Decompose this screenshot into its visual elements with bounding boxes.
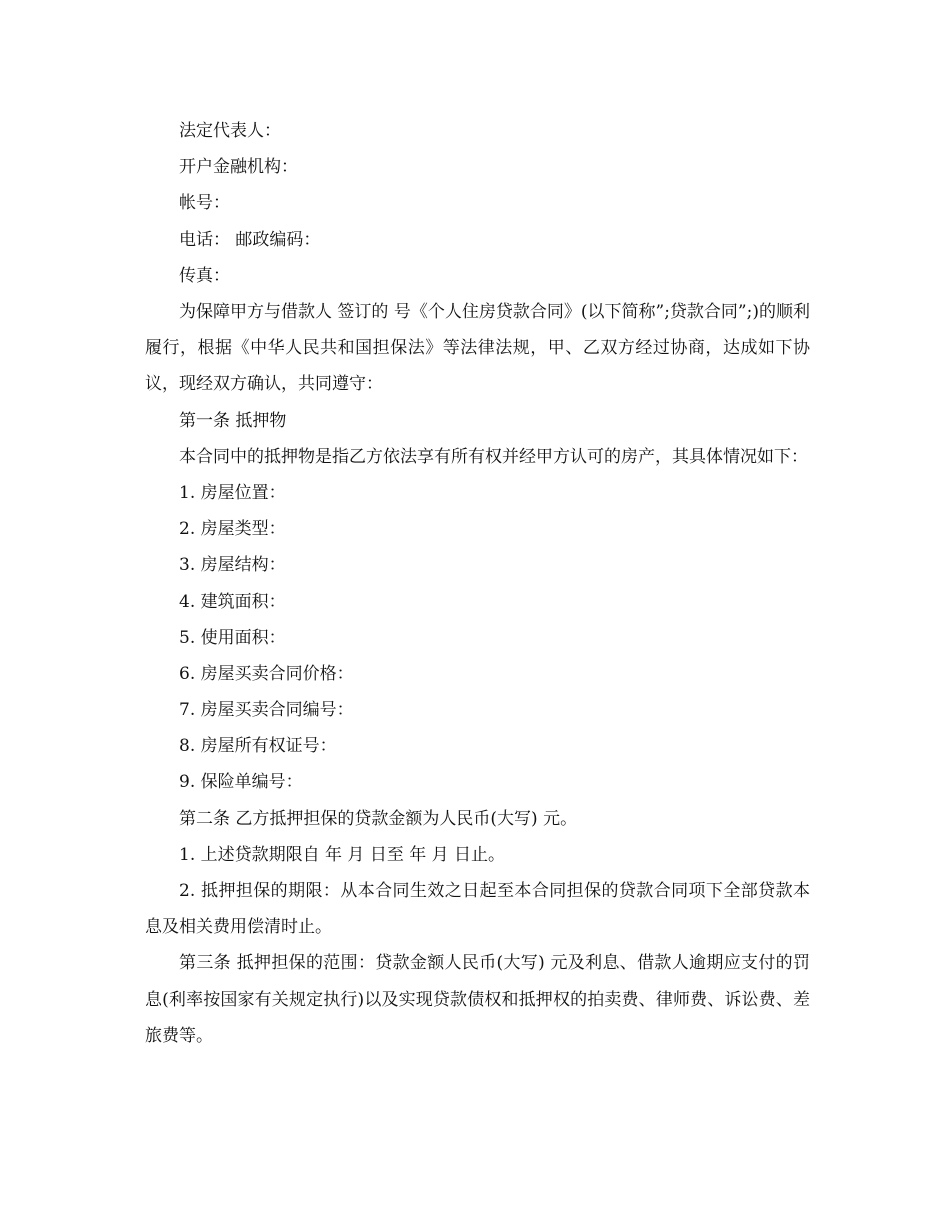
article-1-item: 6. 房屋买卖合同价格：	[179, 663, 354, 684]
article-2-item-2: 2. 抵押担保的期限：从本合同生效之日起至本合同担保的贷款合同项下全部贷款本息及相关费用偿清时止。	[145, 881, 810, 938]
field-phone-postcode: 电话： 邮政编码：	[179, 229, 321, 250]
article-1-item: 3. 房屋结构：	[179, 555, 286, 576]
field-bank: 开户金融机构：	[179, 157, 298, 178]
article-1-item: 5. 使用面积：	[179, 627, 286, 648]
article-1-item: 7. 房屋买卖合同编号：	[179, 700, 354, 721]
field-fax: 传真：	[179, 265, 230, 286]
field-account: 帐号：	[179, 193, 230, 214]
article-1-title: 第一条 抵押物	[179, 410, 287, 431]
article-1-item: 4. 建筑面积：	[179, 591, 286, 612]
article-1-item: 2. 房屋类型：	[179, 519, 286, 540]
article-2-title: 第二条 乙方抵押担保的贷款金额为人民币(大写) 元。	[179, 808, 578, 829]
article-1-item: 1. 房屋位置：	[179, 482, 286, 503]
intro-paragraph: 为保障甲方与借款人 签订的 号《个人住房贷款合同》(以下简称”;贷款合同”;)的顺利履行，根据《中华人民共和国担保法》等法律法规，甲、乙双方经过协商，达成如下协议，现经双方确认，共同遵守：	[145, 301, 810, 395]
article-1-item: 9. 保险单编号：	[179, 772, 303, 793]
article-1-item: 8. 房屋所有权证号：	[179, 736, 337, 757]
article-1-body: 本合同中的抵押物是指乙方依法享有所有权并经甲方认可的房产，其具体情况如下：	[179, 446, 808, 467]
field-legal-representative: 法定代表人：	[179, 121, 281, 141]
article-2-item-1: 1. 上述贷款期限自 年 月 日至 年 月 日止。	[179, 844, 506, 865]
document-body	[145, 113, 810, 1054]
article-3-body: 第三条 抵押担保的范围：贷款金额人民币(大写) 元及利息、借款人逾期应支付的罚息(利率按国家有关规定执行)以及实现贷款债权和抵押权的拍卖费、律师费、诉讼费、差旅费等。	[145, 953, 810, 1046]
